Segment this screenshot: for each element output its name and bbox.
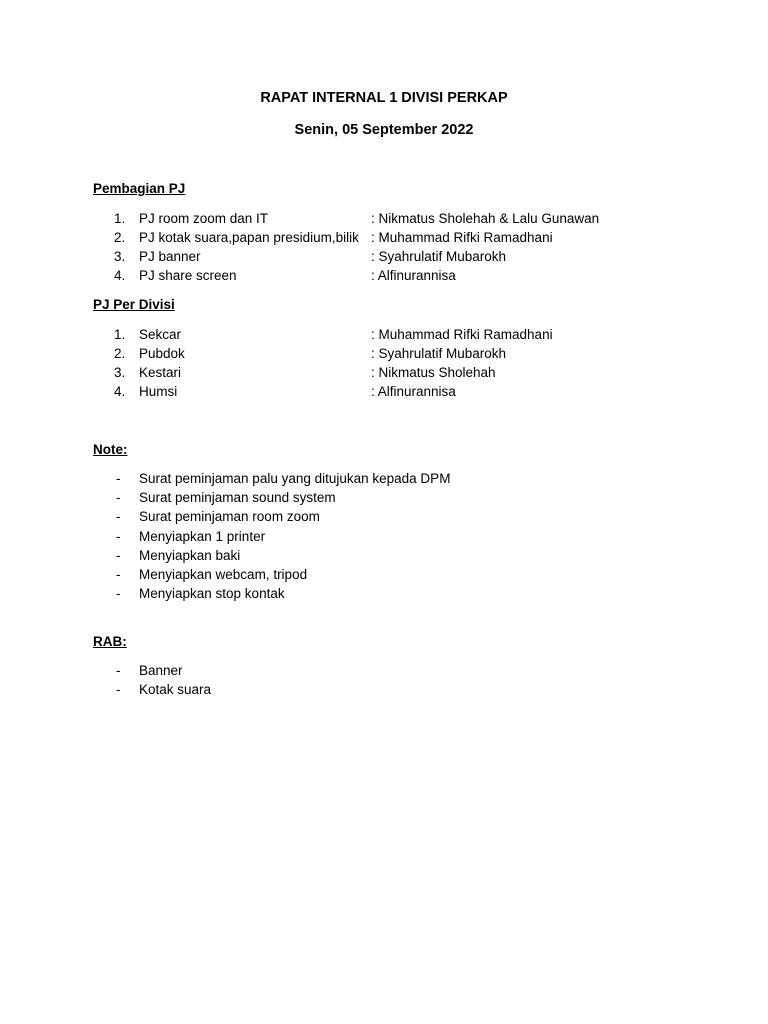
item-text: Surat peminjaman palu yang ditujukan kepada DPM — [139, 471, 451, 486]
list-item — [0, 584, 768, 603]
item-label: PJ kotak suara,papan presidium,bilik — [139, 230, 359, 245]
bullet: - — [116, 471, 121, 486]
list-item — [0, 363, 768, 382]
bullet: - — [116, 548, 121, 563]
list-item — [0, 527, 768, 546]
item-number: 3. — [114, 365, 126, 380]
item-value: : Syahrulatif Mubarokh — [371, 346, 507, 361]
item-number: 3. — [114, 249, 126, 264]
item-text: Surat peminjaman room zoom — [139, 509, 320, 524]
item-text: Kotak suara — [139, 682, 212, 697]
section-heading-note: Note: — [93, 442, 128, 457]
section-heading-rab: RAB: — [93, 634, 127, 649]
bullet: - — [116, 529, 121, 544]
item-number: 2. — [114, 346, 126, 361]
bullet: - — [116, 663, 121, 678]
list-item — [0, 382, 768, 401]
list-item — [0, 266, 768, 285]
item-value: : Nikmatus Sholehah — [371, 365, 496, 380]
item-value: : Alfinurannisa — [371, 268, 456, 283]
item-number: 1. — [114, 327, 126, 342]
bullet: - — [116, 586, 121, 601]
item-value: : Nikmatus Sholehah & Lalu Gunawan — [371, 211, 600, 226]
list-item — [0, 488, 768, 507]
list-item — [0, 661, 768, 680]
list-item — [0, 209, 768, 228]
item-text: Menyiapkan stop kontak — [139, 586, 285, 601]
list-item — [0, 469, 768, 488]
item-label: PJ room zoom dan IT — [139, 211, 269, 226]
list-item — [0, 344, 768, 363]
bullet: - — [116, 567, 121, 582]
item-value: : Muhammad Rifki Ramadhani — [371, 327, 553, 342]
item-value: : Muhammad Rifki Ramadhani — [371, 230, 553, 245]
bullet: - — [116, 490, 121, 505]
item-label: Kestari — [139, 365, 182, 380]
item-value: : Alfinurannisa — [371, 384, 456, 399]
item-label: Humsi — [139, 384, 178, 399]
section-heading-pembagian-pj: Pembagian PJ — [93, 181, 186, 196]
item-number: 2. — [114, 230, 126, 245]
item-text: Menyiapkan baki — [139, 548, 241, 563]
document-title: RAPAT INTERNAL 1 DIVISI PERKAP — [260, 90, 508, 106]
item-number: 4. — [114, 384, 126, 399]
item-text: Surat peminjaman sound system — [139, 490, 336, 505]
list-item — [0, 325, 768, 344]
item-number: 4. — [114, 268, 126, 283]
item-label: PJ banner — [139, 249, 201, 264]
item-number: 1. — [114, 211, 126, 226]
list-item — [0, 565, 768, 584]
item-text: Menyiapkan 1 printer — [139, 529, 266, 544]
list-item — [0, 507, 768, 526]
item-text: Menyiapkan webcam, tripod — [139, 567, 308, 582]
bullet: - — [116, 682, 121, 697]
list-item — [0, 680, 768, 699]
item-value: : Syahrulatif Mubarokh — [371, 249, 507, 264]
section-heading-pj-per-divisi: PJ Per Divisi — [93, 297, 175, 312]
document-date: Senin, 05 September 2022 — [294, 122, 474, 138]
list-item — [0, 228, 768, 247]
item-text: Banner — [139, 663, 183, 678]
list-item — [0, 247, 768, 266]
list-item — [0, 546, 768, 565]
item-label: Sekcar — [139, 327, 182, 342]
bullet: - — [116, 509, 121, 524]
item-label: Pubdok — [139, 346, 185, 361]
item-label: PJ share screen — [139, 268, 237, 283]
